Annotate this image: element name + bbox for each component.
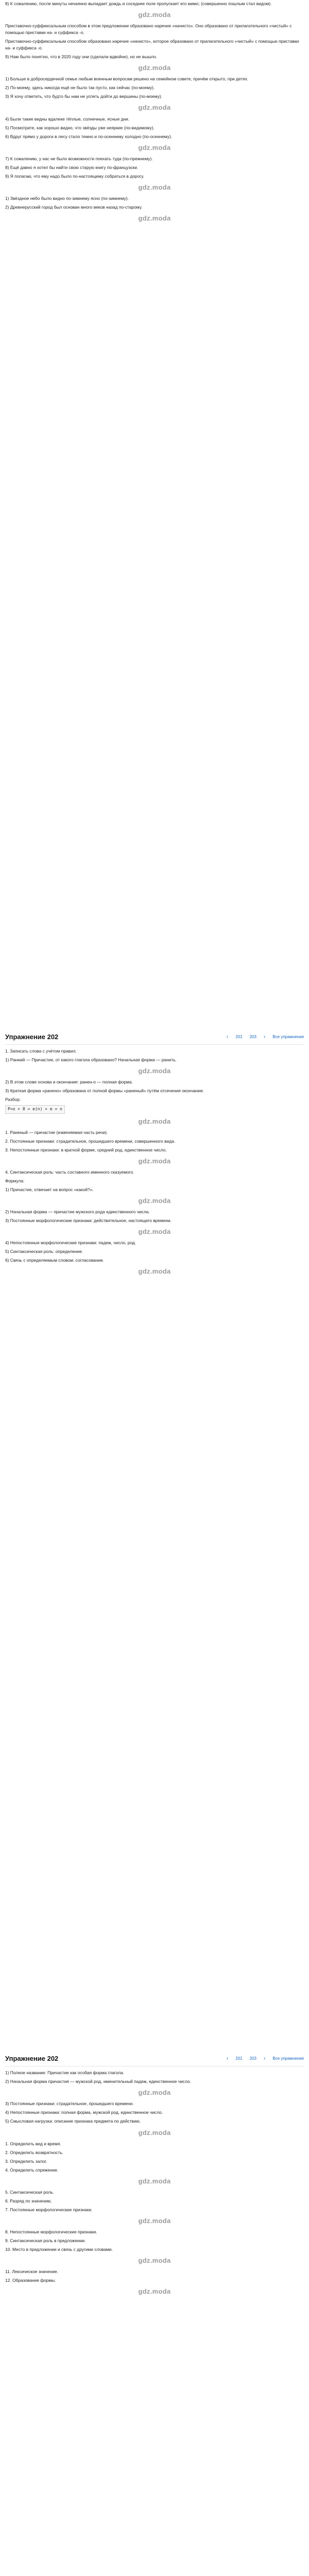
chevron-left-icon[interactable]: ‹ <box>226 2056 229 2062</box>
paragraph: 5) Смысловая нагрузка: описание признака предмета по действию. <box>5 2119 141 2124</box>
paragraph: 9) Я полагаю, что ему надо было по-настоящему собраться в дорогу. <box>5 173 144 179</box>
paragraph: 9. Синтаксическая роль в предложении. <box>5 2238 86 2244</box>
watermark: gdz.moda <box>138 2089 171 2097</box>
watermark: gdz.moda <box>138 183 171 191</box>
paragraph: 3) Краткая форма «ранено» образована от полной формы «раненый» путём отсечения окончания. <box>5 1088 204 1094</box>
paragraph: 2. Определить возвратность. <box>5 2149 64 2155</box>
word-formula: P=o + 8 = e(n) + e = n <box>5 1105 65 1113</box>
next-exercise-link[interactable]: 203 <box>249 1034 256 1039</box>
paragraph: Разбор: <box>5 1097 21 1103</box>
paragraph: 2) По-моему, здесь никогда ещё не было так пусто, как сейчас (по-моему). <box>5 85 155 91</box>
chevron-right-icon[interactable]: › <box>263 2056 266 2062</box>
paragraph: 1) Причастие, отвечает на вопрос «какой?». <box>5 1187 94 1193</box>
exercise-nav <box>227 2055 304 2063</box>
paragraph: 3) Постоянные признаки: страдательное, прошедшего времени. <box>5 2101 134 2107</box>
paragraph: 3. Непостоянные признаки: в краткой форме, средний род, единственное число. <box>5 1147 167 1153</box>
next-exercise-link[interactable]: 203 <box>249 2056 256 2061</box>
formula-line <box>5 1105 304 1113</box>
paragraph: 10. Место в предложении и связь с другими словами. <box>5 2247 113 2252</box>
exercise-header <box>5 1030 304 1045</box>
watermark: gdz.moda <box>138 11 171 19</box>
paragraph: 8) К сожалению, после минуты нечаянно выпадает дождь и соседнее поле пропускает его мимо; (совершенно пошлым стал видом). <box>5 1 272 6</box>
paragraph: 7. Постоянные морфологические признаки. <box>5 2207 93 2212</box>
all-exercises-link[interactable]: Все упражнения <box>272 1034 304 1039</box>
paragraph: 3) Я хочу ответить, что будто бы нам не успеть дойти до вершины (по-моему). <box>5 94 163 99</box>
paragraph: 1. Раненый — причастие (изменяемая часть речи). <box>5 1129 108 1135</box>
paragraph: 11. Лексическое значение. <box>5 2269 58 2275</box>
paragraph: 3) Постоянные морфологические признаки: действительное, настоящего времени. <box>5 1218 172 1224</box>
paragraph: 3. Определить залог. <box>5 2158 47 2164</box>
watermark: gdz.moda <box>138 2177 171 2185</box>
paragraph: 4) Непостоянные морфологические признаки: падеж, число, род. <box>5 1240 136 1246</box>
paragraph: 1) Звёздное небо было видно по-зимнему ясно (по-зимнему). <box>5 195 129 201</box>
paragraph: 4. Определить спряжение. <box>5 2167 59 2173</box>
watermark: gdz.moda <box>138 143 171 151</box>
exercise-title: Упражнение 202 <box>5 1033 59 1041</box>
paragraph: 2) Начальная форма — причастие мужского рода единственного числа. <box>5 1209 150 1215</box>
exercise-nav <box>227 1033 304 1041</box>
paragraph: 4) Были такие видны вдалеке тёплые, солнечные, ясные дни. <box>5 116 130 122</box>
watermark: gdz.moda <box>138 104 171 112</box>
exercise-header <box>5 2052 304 2066</box>
paragraph: 9) Нам было понятно, что в 2020 году они (сделали вдвойне), но не вышло. <box>5 54 158 60</box>
paragraph: 12. Образование формы. <box>5 2278 56 2283</box>
paragraph: 4) Непостоянные признаки: полная форма, мужской род, единственное число. <box>5 2110 163 2115</box>
watermark: gdz.moda <box>138 214 171 222</box>
answer-block-1 <box>5 1 304 1026</box>
paragraph: 2) В этом слове основа и окончание: ранен-о — полная форма. <box>5 1079 133 1085</box>
paragraph: 5. Синтаксическая роль. <box>5 2189 54 2195</box>
watermark: gdz.moda <box>138 2287 171 2296</box>
all-exercises-link[interactable]: Все упражнения <box>272 2056 304 2061</box>
paragraph: 8. Непостоянные морфологические признаки. <box>5 2229 97 2235</box>
exercise-title: Упражнение 202 <box>5 2055 59 2063</box>
prev-exercise-link[interactable]: 201 <box>235 1034 243 1039</box>
page <box>0 1 309 2576</box>
paragraph: 2. Постоянные признаки: страдательное, прошедшего времени, совершенного вида. <box>5 1138 176 1144</box>
watermark: gdz.moda <box>138 2128 171 2137</box>
watermark: gdz.moda <box>138 64 171 72</box>
paragraph: 1) Полное название: Причастие как особая форма глагола. <box>5 2070 124 2076</box>
answer-block-2 <box>5 1048 304 2047</box>
paragraph: Приставочно-суффиксальным способом в этом предложении образовано наречие «начисто». Оно образовано от прилагательного «чистый» с помощью приставки на- и суффикса -о. <box>5 23 292 36</box>
paragraph: 7) К сожалению, у нас не было возможности поехать туда (по-прежнему). <box>5 156 153 161</box>
paragraph: Приставочно-суффиксальным способом образовано наречие «начисто», которое образовано от прилагательного «чистый» с помощью приставки на- и суффикса -о. <box>5 39 299 51</box>
answer-block-3 <box>5 2070 304 2576</box>
watermark: gdz.moda <box>138 1067 171 1075</box>
paragraph: 6. Разряд по значению. <box>5 2198 52 2204</box>
paragraph: 1. Записать слова с учётом правил. <box>5 1048 77 1054</box>
watermark: gdz.moda <box>138 2216 171 2225</box>
watermark: gdz.moda <box>138 1157 171 1165</box>
paragraph: 6) Вдруг прямо у дороги в лесу стало темно и по-осеннему холодно (по-осеннему). <box>5 133 173 139</box>
watermark: gdz.moda <box>138 1267 171 1276</box>
watermark: gdz.moda <box>138 2257 171 2265</box>
paragraph: 5) Посмотрите, как хорошо видно, что звёзды уже неяркие (по-видимому). <box>5 125 154 130</box>
paragraph: 2) Начальная форма причастия — мужской род, именительный падеж, единственное число. <box>5 2079 191 2084</box>
paragraph: 1) Больше в добросердечной семье любым военным вопросам решено на семейном совете, причём открыто, при детях. <box>5 76 249 82</box>
paragraph: 8) Ещё давно я хотел бы найти свою старую книгу по-французски. <box>5 164 139 170</box>
chevron-right-icon[interactable]: › <box>263 1034 266 1040</box>
paragraph: 5) Синтаксическая роль: определение. <box>5 1249 83 1255</box>
prev-exercise-link[interactable]: 201 <box>235 2056 243 2061</box>
paragraph: Формула: <box>5 1178 25 1184</box>
paragraph: 1) Ранний — Причастие, от какого глагола образовано? Начальная форма — ранить. <box>5 1057 177 1063</box>
paragraph: 4. Синтаксическая роль: часть составного именного сказуемого. <box>5 1170 134 1175</box>
watermark: gdz.moda <box>138 1197 171 1205</box>
paragraph: 2) Древнерусский город был основан много веков назад по-старому. <box>5 204 143 210</box>
watermark: gdz.moda <box>138 1228 171 1236</box>
chevron-left-icon[interactable]: ‹ <box>226 1034 229 1040</box>
watermark: gdz.moda <box>138 1117 171 1125</box>
paragraph: 1. Определить вид и время. <box>5 2141 61 2146</box>
paragraph: 6) Связь с определяемым словом: согласование. <box>5 1258 105 1263</box>
